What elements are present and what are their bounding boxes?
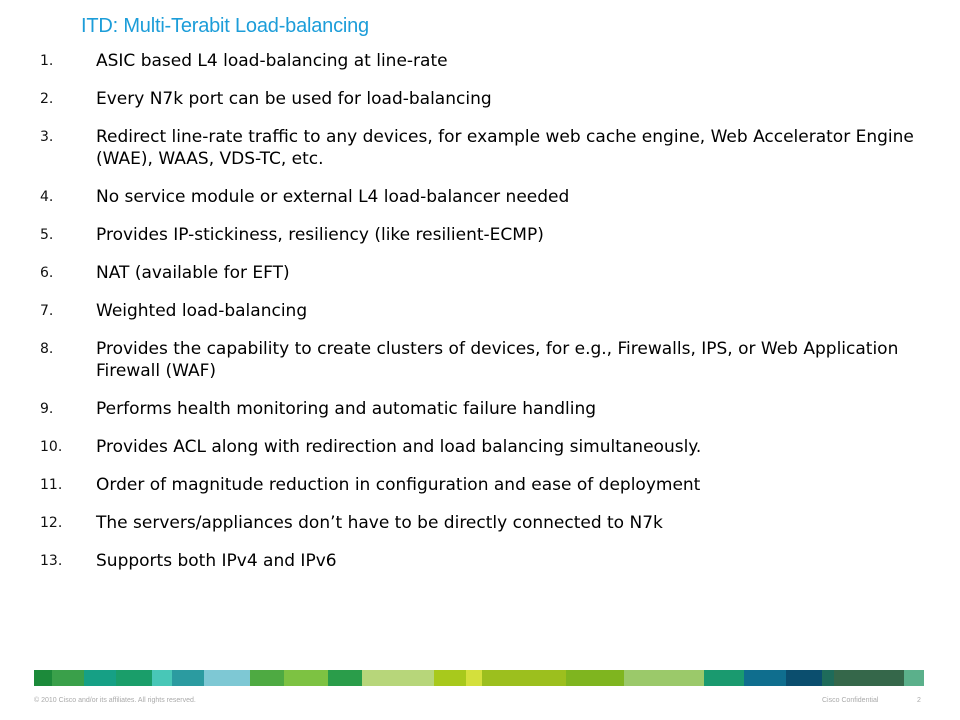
- list-item: [0, 88, 960, 110]
- color-bar-segment: [152, 670, 172, 686]
- item-text: Provides the capability to create clusters of devices, for e.g., Firewalls, IPS, or Web Application Firewall (WAF): [96, 339, 899, 381]
- color-bar-segment: [204, 670, 250, 686]
- item-text: No service module or external L4 load-balancer needed: [96, 187, 570, 207]
- color-bar-segment: [786, 670, 822, 686]
- feature-list: [0, 50, 960, 588]
- item-text: Provides IP-stickiness, resiliency (like resilient-ECMP): [96, 225, 544, 245]
- item-text: ASIC based L4 load-balancing at line-rate: [96, 51, 448, 71]
- color-bar-segment: [744, 670, 786, 686]
- item-text: Weighted load-balancing: [96, 301, 308, 321]
- item-text: Every N7k port can be used for load-balancing: [96, 89, 492, 109]
- footer-confidential: Cisco Confidential: [822, 697, 879, 704]
- color-bar-segment: [84, 670, 116, 686]
- slide-title: ITD: Multi-Terabit Load-balancing: [81, 15, 369, 37]
- item-text: Supports both IPv4 and IPv6: [96, 551, 337, 571]
- item-text: Performs health monitoring and automatic failure handling: [96, 399, 597, 419]
- item-text: Order of magnitude reduction in configuration and ease of deployment: [96, 475, 701, 495]
- footer-copyright: © 2010 Cisco and/or its affiliates. All rights reserved.: [34, 697, 196, 704]
- color-bar-segment: [328, 670, 362, 686]
- item-number: 10.: [40, 439, 63, 455]
- list-item: [0, 186, 960, 208]
- color-bar-segment: [834, 670, 904, 686]
- color-bar-segment: [116, 670, 152, 686]
- color-bar-segment: [34, 670, 52, 686]
- item-number: 11.: [40, 477, 63, 493]
- item-number: 8.: [40, 341, 54, 357]
- item-text: Provides ACL along with redirection and load balancing simultaneously.: [96, 437, 702, 457]
- item-number: 1.: [40, 53, 54, 69]
- list-item: [0, 512, 960, 534]
- list-item: [0, 338, 960, 382]
- list-item: [0, 300, 960, 322]
- color-bar-segment: [250, 670, 284, 686]
- color-bar-segment: [52, 670, 84, 686]
- list-item: [0, 262, 960, 284]
- color-bar-segment: [624, 670, 704, 686]
- page-number: 2: [917, 697, 921, 704]
- list-item: [0, 550, 960, 572]
- item-number: 6.: [40, 265, 54, 281]
- color-bar-segment: [466, 670, 482, 686]
- item-text: NAT (available for EFT): [96, 263, 290, 283]
- color-bar-segment: [566, 670, 624, 686]
- color-bar-segment: [482, 670, 566, 686]
- item-text: The servers/appliances don’t have to be directly connected to N7k: [96, 513, 663, 533]
- list-item: [0, 436, 960, 458]
- item-number: 4.: [40, 189, 54, 205]
- color-bar-segment: [822, 670, 834, 686]
- color-bar-segment: [362, 670, 434, 686]
- item-number: 5.: [40, 227, 54, 243]
- item-number: 13.: [40, 553, 63, 569]
- color-bar-segment: [904, 670, 924, 686]
- item-number: 9.: [40, 401, 54, 417]
- item-text: Redirect line-rate traffic to any devices, for example web cache engine, Web Accelerator Engine (WAE), WAAS, VDS-TC, etc.: [96, 127, 914, 169]
- list-item: [0, 474, 960, 496]
- list-item: [0, 126, 960, 170]
- color-bar-segment: [284, 670, 328, 686]
- color-bar-segment: [172, 670, 204, 686]
- item-number: 7.: [40, 303, 54, 319]
- item-number: 2.: [40, 91, 54, 107]
- list-item: [0, 224, 960, 246]
- list-item: [0, 398, 960, 420]
- color-bar-segment: [434, 670, 466, 686]
- item-number: 3.: [40, 129, 54, 145]
- color-bar-segment: [704, 670, 744, 686]
- item-number: 12.: [40, 515, 63, 531]
- footer-color-bar: [34, 670, 924, 686]
- list-item: [0, 50, 960, 72]
